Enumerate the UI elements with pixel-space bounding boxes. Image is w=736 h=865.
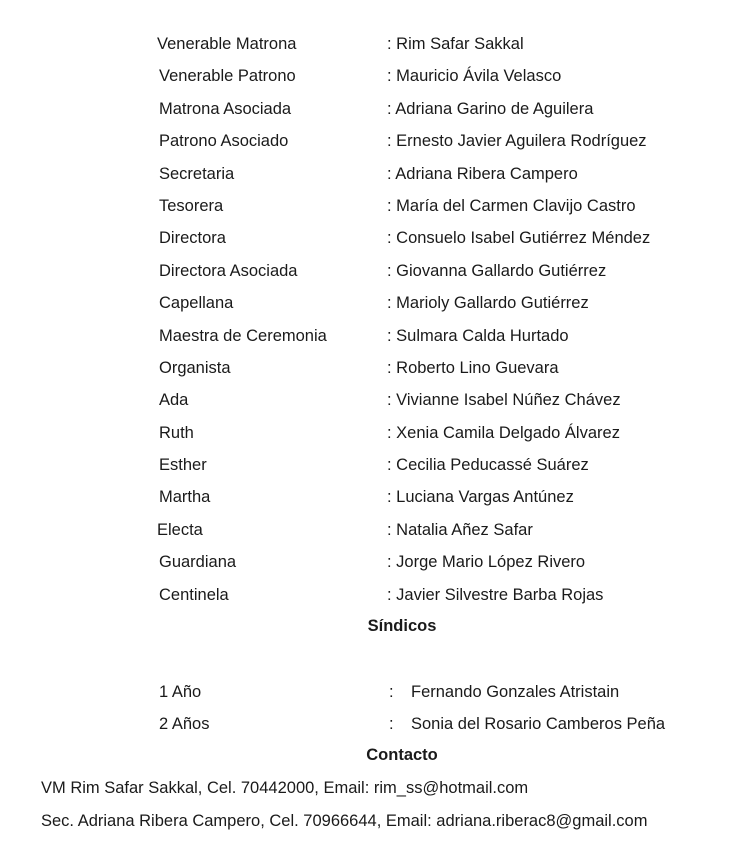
officer-role: Martha bbox=[159, 488, 211, 507]
sindico-colon: : bbox=[389, 715, 394, 734]
officers-list bbox=[0, 28, 736, 611]
officer-role: Organista bbox=[159, 358, 231, 377]
officer-role: Capellana bbox=[159, 294, 234, 313]
officer-row bbox=[0, 125, 736, 157]
officer-role: Electa bbox=[157, 520, 203, 539]
officer-name: : Natalia Añez Safar bbox=[387, 520, 533, 539]
sindico-term: 2 Años bbox=[159, 715, 210, 734]
officer-role: Ruth bbox=[159, 423, 194, 442]
sindico-colon: : bbox=[389, 683, 394, 701]
officer-role: Ada bbox=[159, 391, 189, 410]
officer-role: Centinela bbox=[159, 585, 229, 604]
officer-row bbox=[0, 514, 736, 546]
officer-name: : Ernesto Javier Aguilera Rodríguez bbox=[387, 132, 647, 151]
officer-name: : María del Carmen Clavijo Castro bbox=[387, 196, 636, 215]
officer-name: : Giovanna Gallardo Gutiérrez bbox=[387, 261, 607, 280]
contact-line-vm: VM Rim Safar Sakkal, Cel. 70442000, Email: rim_ss@hotmail.com bbox=[41, 779, 529, 797]
officer-row bbox=[0, 417, 736, 449]
officer-role: Venerable Matrona bbox=[157, 35, 297, 53]
officer-name: : Cecilia Peducassé Suárez bbox=[387, 456, 589, 475]
officer-role: Maestra de Ceremonia bbox=[159, 326, 327, 345]
officer-row bbox=[0, 320, 736, 352]
officer-row bbox=[0, 158, 736, 190]
sindicos-list bbox=[0, 676, 736, 741]
officer-row bbox=[0, 287, 736, 319]
officer-row bbox=[0, 352, 736, 384]
sindicos-heading: Síndicos bbox=[367, 617, 437, 635]
officer-row bbox=[0, 384, 736, 416]
officer-name: : Marioly Gallardo Gutiérrez bbox=[387, 294, 589, 313]
officer-role: Secretaria bbox=[159, 164, 235, 183]
officer-name: : Vivianne Isabel Núñez Chávez bbox=[387, 391, 621, 410]
officer-row bbox=[0, 93, 736, 125]
officer-name: : Sulmara Calda Hurtado bbox=[387, 326, 569, 345]
sindico-row bbox=[0, 708, 736, 740]
sindico-row bbox=[0, 676, 736, 708]
officer-name: : Rim Safar Sakkal bbox=[387, 35, 524, 53]
officer-name: : Luciana Vargas Antúnez bbox=[387, 488, 574, 507]
officer-name: : Adriana Garino de Aguilera bbox=[387, 99, 594, 118]
officer-name: : Javier Silvestre Barba Rojas bbox=[387, 585, 604, 604]
officer-name: : Roberto Lino Guevara bbox=[387, 358, 559, 377]
officer-role: Tesorera bbox=[159, 196, 224, 215]
officer-name: : Xenia Camila Delgado Álvarez bbox=[387, 423, 620, 442]
contacto-heading: Contacto bbox=[366, 746, 438, 764]
officer-row bbox=[0, 222, 736, 254]
officer-row bbox=[0, 190, 736, 222]
officer-row bbox=[0, 546, 736, 578]
officer-role: Venerable Patrono bbox=[159, 67, 296, 86]
officer-row bbox=[0, 60, 736, 92]
officer-role: Matrona Asociada bbox=[159, 99, 292, 118]
officer-name: : Adriana Ribera Campero bbox=[387, 164, 578, 183]
officer-role: Directora Asociada bbox=[159, 261, 298, 280]
officer-row bbox=[0, 28, 736, 60]
contact-line-sec: Sec. Adriana Ribera Campero, Cel. 70966644, Email: adriana.riberac8@gmail.com bbox=[41, 812, 648, 830]
officer-row bbox=[0, 255, 736, 287]
officer-name: : Consuelo Isabel Gutiérrez Méndez bbox=[387, 229, 651, 248]
officer-role: Esther bbox=[159, 456, 207, 475]
officer-name: : Mauricio Ávila Velasco bbox=[387, 67, 562, 86]
officer-name: : Jorge Mario López Rivero bbox=[387, 553, 586, 572]
sindico-name: Fernando Gonzales Atristain bbox=[411, 683, 620, 701]
officer-role: Patrono Asociado bbox=[159, 132, 289, 151]
sindico-term: 1 Año bbox=[159, 683, 202, 701]
officer-row bbox=[0, 449, 736, 481]
officer-role: Directora bbox=[159, 229, 226, 248]
officer-row bbox=[0, 481, 736, 513]
officer-row bbox=[0, 579, 736, 611]
officer-role: Guardiana bbox=[159, 553, 237, 572]
sindico-name: Sonia del Rosario Camberos Peña bbox=[411, 715, 666, 734]
